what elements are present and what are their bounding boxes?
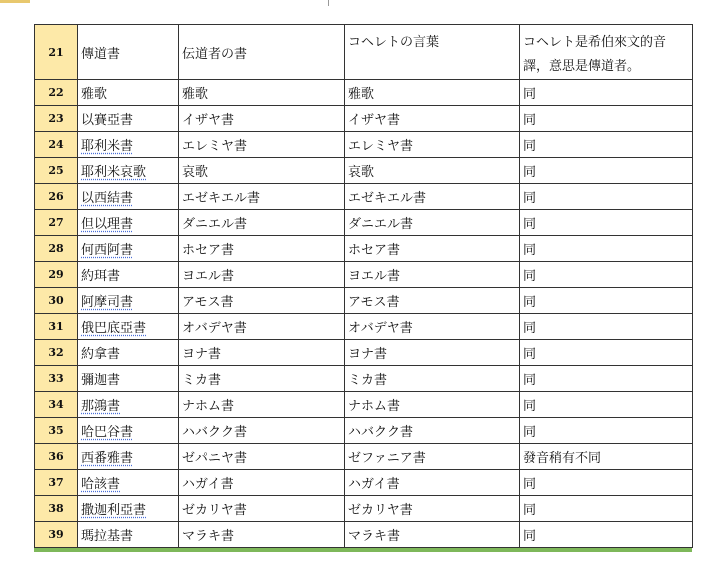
chinese-book-name [78, 496, 179, 522]
note-cell: 同 [520, 262, 693, 288]
note-cell: 同 [520, 496, 693, 522]
table-row [35, 132, 693, 158]
chinese-book-name-text: 但以理書 [81, 217, 134, 232]
note-cell: 同 [520, 236, 693, 262]
row-number: 23 [35, 106, 78, 132]
japanese-new-book-name: エゼキエル書 [345, 184, 520, 210]
chinese-book-name-text: 耶利米哀歌 [81, 165, 147, 180]
header-tick [328, 0, 329, 6]
japanese-book-name: アモス書 [179, 288, 345, 314]
japanese-book-name: ホセア書 [179, 236, 345, 262]
japanese-new-book-name: アモス書 [345, 288, 520, 314]
note-cell: 同 [520, 366, 693, 392]
japanese-book-name: エゼキエル書 [179, 184, 345, 210]
table-row [35, 470, 693, 496]
table-row [35, 210, 693, 236]
chinese-book-name: 彌迦書 [78, 366, 179, 392]
bible-books-table-container [34, 24, 692, 548]
row-number: 32 [35, 340, 78, 366]
chinese-book-name: 約拿書 [78, 340, 179, 366]
japanese-new-book-name: ゼカリヤ書 [345, 496, 520, 522]
note-cell: 同 [520, 158, 693, 184]
table-row [35, 340, 693, 366]
chinese-book-name-text: 阿摩司書 [81, 295, 134, 310]
note-cell: 同 [520, 522, 693, 548]
row-number: 37 [35, 470, 78, 496]
japanese-book-name: ハガイ書 [179, 470, 345, 496]
japanese-book-name: エレミヤ書 [179, 132, 345, 158]
chinese-book-name [78, 288, 179, 314]
chinese-book-name [78, 210, 179, 236]
chinese-book-name-text: 撒迦利亞書 [81, 503, 147, 518]
chinese-book-name: 以賽亞書 [78, 106, 179, 132]
note-cell: 同 [520, 392, 693, 418]
chinese-book-name-text: 以西結書 [81, 191, 134, 206]
chinese-book-name [78, 392, 179, 418]
note-cell: 同 [520, 80, 693, 106]
table-row [35, 236, 693, 262]
table-row [35, 496, 693, 522]
japanese-new-book-name: ハバクク書 [345, 418, 520, 444]
bible-books-table [34, 24, 693, 548]
japanese-book-name: イザヤ書 [179, 106, 345, 132]
note-cell: 同 [520, 132, 693, 158]
chinese-book-name-text: 何西阿書 [81, 243, 134, 258]
table-row [35, 80, 693, 106]
row-number: 31 [35, 314, 78, 340]
japanese-book-name: オバデヤ書 [179, 314, 345, 340]
table-row [35, 366, 693, 392]
japanese-new-book-name: ハガイ書 [345, 470, 520, 496]
japanese-book-name: マラキ書 [179, 522, 345, 548]
table-row [35, 418, 693, 444]
japanese-new-book-name: ヨナ書 [345, 340, 520, 366]
chinese-book-name [78, 184, 179, 210]
japanese-new-book-name: ホセア書 [345, 236, 520, 262]
japanese-book-name: 伝道者の書 [179, 25, 345, 80]
note-cell: コヘレト是希伯來文的音譯，意思是傳道者。 [520, 25, 693, 80]
header-accent [0, 0, 30, 3]
japanese-new-book-name: イザヤ書 [345, 106, 520, 132]
row-number: 25 [35, 158, 78, 184]
japanese-book-name: ハバクク書 [179, 418, 345, 444]
row-number: 28 [35, 236, 78, 262]
row-number: 33 [35, 366, 78, 392]
chinese-book-name [78, 418, 179, 444]
japanese-new-book-name: マラキ書 [345, 522, 520, 548]
japanese-book-name: 雅歌 [179, 80, 345, 106]
japanese-new-book-name: ダニエル書 [345, 210, 520, 236]
chinese-book-name [78, 470, 179, 496]
table-row [35, 314, 693, 340]
table-row [35, 392, 693, 418]
japanese-new-book-name: 雅歌 [345, 80, 520, 106]
row-number: 29 [35, 262, 78, 288]
table-row [35, 184, 693, 210]
japanese-book-name: ナホム書 [179, 392, 345, 418]
japanese-book-name: ミカ書 [179, 366, 345, 392]
japanese-book-name: ゼパニヤ書 [179, 444, 345, 470]
japanese-new-book-name: ヨエル書 [345, 262, 520, 288]
japanese-book-name: ダニエル書 [179, 210, 345, 236]
table-row [35, 522, 693, 548]
row-number: 38 [35, 496, 78, 522]
japanese-book-name: ヨナ書 [179, 340, 345, 366]
chinese-book-name-text: 那鴻書 [81, 399, 121, 414]
chinese-book-name: 雅歌 [78, 80, 179, 106]
chinese-book-name [78, 132, 179, 158]
row-number: 30 [35, 288, 78, 314]
chinese-book-name: 約珥書 [78, 262, 179, 288]
chinese-book-name-text: 耶利米書 [81, 139, 134, 154]
chinese-book-name-text: 哈巴谷書 [81, 425, 134, 440]
japanese-new-book-name: コヘレトの言葉 [345, 25, 520, 80]
japanese-book-name: 哀歌 [179, 158, 345, 184]
table-row [35, 288, 693, 314]
note-cell: 同 [520, 470, 693, 496]
japanese-new-book-name: エレミヤ書 [345, 132, 520, 158]
table-row [35, 262, 693, 288]
japanese-new-book-name: ミカ書 [345, 366, 520, 392]
chinese-book-name-text: 哈該書 [81, 477, 121, 492]
japanese-new-book-name: ナホム書 [345, 392, 520, 418]
note-cell: 同 [520, 314, 693, 340]
table-row [35, 25, 693, 80]
chinese-book-name [78, 444, 179, 470]
chinese-book-name [78, 158, 179, 184]
note-cell: 同 [520, 340, 693, 366]
note-cell: 同 [520, 184, 693, 210]
table-bottom-bar [34, 548, 692, 552]
row-number: 24 [35, 132, 78, 158]
note-cell: 同 [520, 210, 693, 236]
row-number: 35 [35, 418, 78, 444]
japanese-new-book-name: ゼファニア書 [345, 444, 520, 470]
chinese-book-name [78, 236, 179, 262]
row-number: 39 [35, 522, 78, 548]
japanese-book-name: ヨエル書 [179, 262, 345, 288]
table-row [35, 158, 693, 184]
row-number: 34 [35, 392, 78, 418]
row-number: 36 [35, 444, 78, 470]
table-row [35, 106, 693, 132]
table-row [35, 444, 693, 470]
japanese-book-name: ゼカリヤ書 [179, 496, 345, 522]
japanese-new-book-name: オバデヤ書 [345, 314, 520, 340]
chinese-book-name [78, 314, 179, 340]
chinese-book-name-text: 俄巴底亞書 [81, 321, 147, 336]
note-cell: 同 [520, 418, 693, 444]
note-cell: 發音稍有不同 [520, 444, 693, 470]
chinese-book-name-text: 西番雅書 [81, 451, 134, 466]
chinese-book-name: 傳道書 [78, 25, 179, 80]
row-number: 27 [35, 210, 78, 236]
note-cell: 同 [520, 106, 693, 132]
note-cell: 同 [520, 288, 693, 314]
row-number: 26 [35, 184, 78, 210]
row-number: 21 [35, 25, 78, 80]
japanese-new-book-name: 哀歌 [345, 158, 520, 184]
top-strip [0, 0, 728, 14]
row-number: 22 [35, 80, 78, 106]
chinese-book-name: 瑪拉基書 [78, 522, 179, 548]
